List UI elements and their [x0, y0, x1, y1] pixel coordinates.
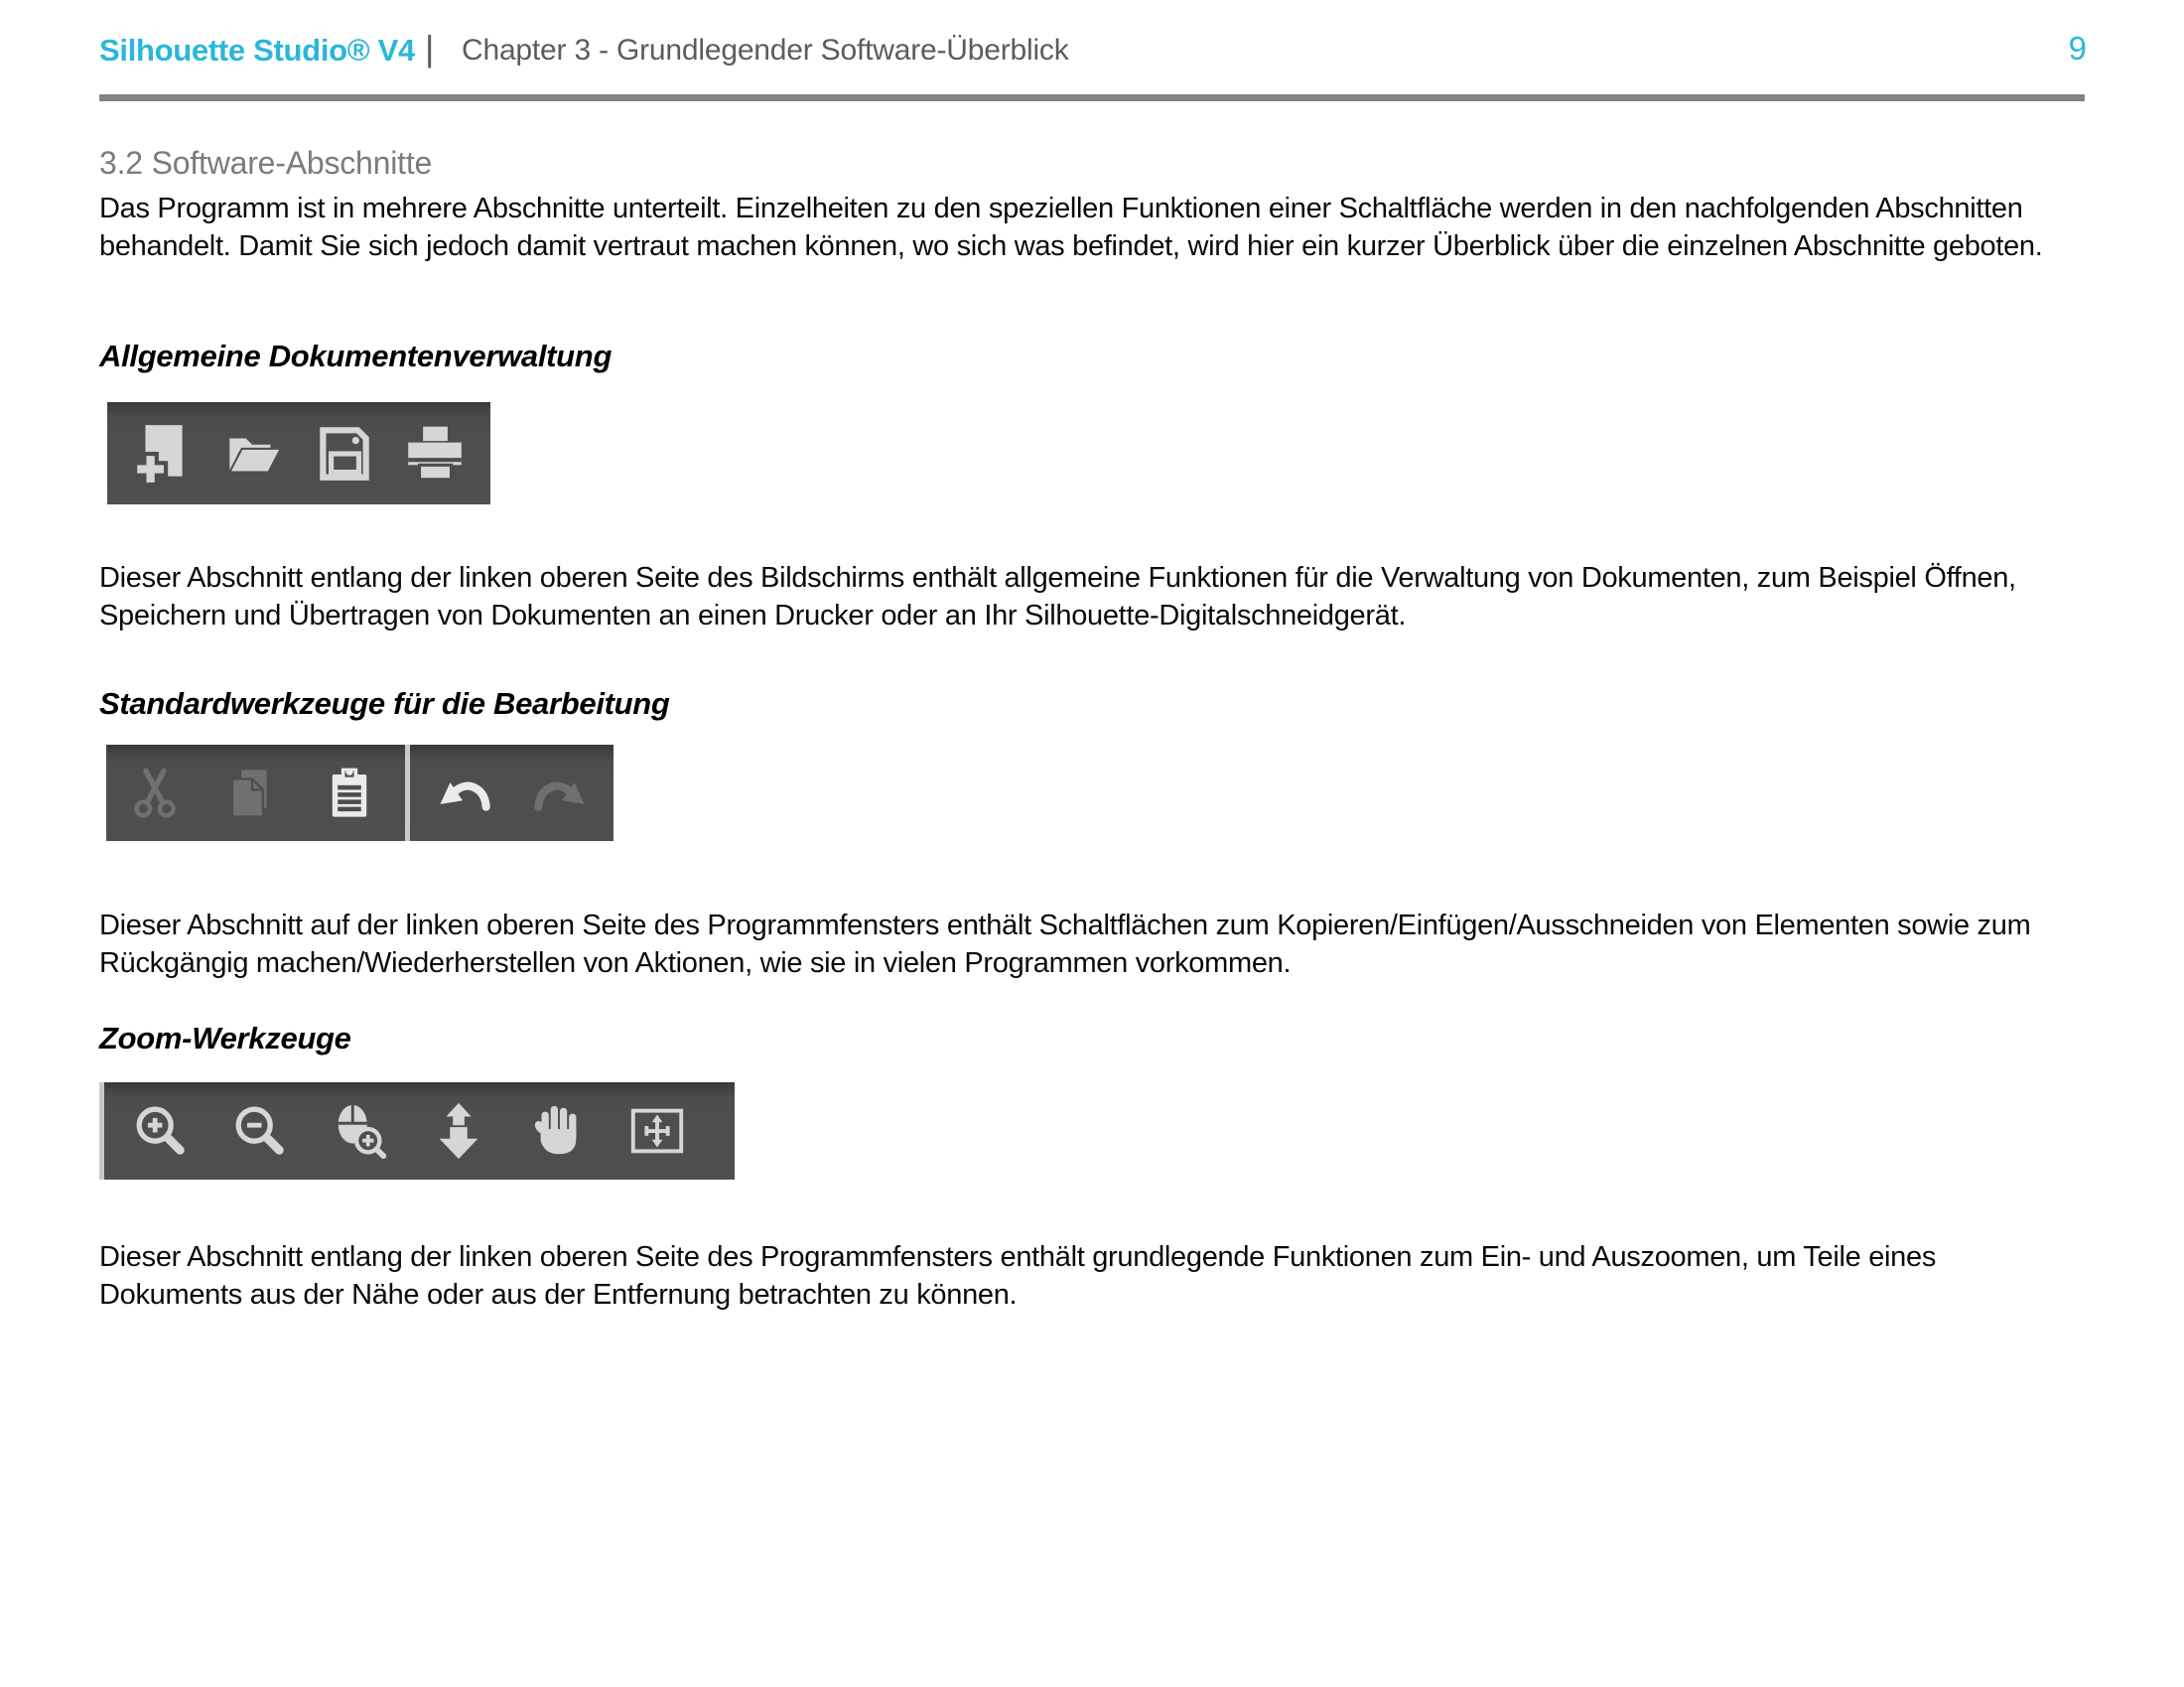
- hand-pan-icon: [508, 1082, 608, 1180]
- brand-title: Silhouette Studio® V4: [99, 33, 415, 68]
- zoom-in-icon: [111, 1082, 210, 1180]
- subsection-heading-editing-tools: Standardwerkzeuge für die Bearbeitung: [99, 686, 670, 721]
- toolbar-group-separator: [405, 745, 410, 841]
- redo-icon: [512, 745, 610, 841]
- subsection-heading-document-management: Allgemeine Dokumentenverwaltung: [99, 339, 613, 373]
- copy-icon: [204, 745, 301, 841]
- section-title: 3.2 Software-Abschnitte: [99, 145, 433, 181]
- subsection-paragraph-editing-tools: Dieser Abschnitt auf der linken oberen Seite des Programmfensters enthält Schaltflächen zum Kopieren/Einfügen/Ausschneiden von Elementen sowie zum Rückgängig machen/Wiederherstellen von Aktionen, wie sie in vielen Programmen vorkommen.: [99, 910, 2031, 979]
- subsection-paragraph-zoom-tools: Dieser Abschnitt entlang der linken oberen Seite des Programmfensters enthält grundlegende Funktionen zum Ein- und Auszoomen, um Teile eines Dokuments aus der Nähe oder aus der Entfernung betrachten zu können.: [99, 1241, 1937, 1311]
- toolbar-image-document-management: [107, 402, 490, 504]
- print-icon: [399, 418, 471, 490]
- save-icon: [309, 418, 380, 490]
- toolbar-image-editing-tools: [106, 745, 614, 841]
- undo-icon: [415, 745, 512, 841]
- toolbar-image-zoom-tools: [99, 1082, 735, 1180]
- new-document-icon: [127, 418, 199, 490]
- section-intro-paragraph: Das Programm ist in mehrere Abschnitte unterteilt. Einzelheiten zu den speziellen Funktionen einer Schaltfläche werden in den nachfolgenden Abschnitten behandelt. Damit Sie sich jedoch damit vertraut machen können, wo sich was befindet, wird hier ein kurzer Überblick über die einzelnen Abschnitte geboten.: [99, 193, 2043, 262]
- subsection-paragraph-document-management: Dieser Abschnitt entlang der linken oberen Seite des Bildschirms enthält allgemeine Funktionen für die Verwaltung von Dokumenten, zum Beispiel Öffnen, Speichern und Übertragen von Dokumenten an einen Drucker oder an Ihr Silhouette-Digitalschneidgerät.: [99, 562, 2016, 632]
- header-divider: |: [425, 28, 435, 69]
- paste-icon: [301, 745, 398, 841]
- zoom-out-icon: [210, 1082, 310, 1180]
- pan-vertical-icon: [409, 1082, 508, 1180]
- page-number: 9: [2068, 30, 2087, 67]
- chapter-title: Chapter 3 - Grundlegender Software-Überblick: [462, 34, 1069, 67]
- mouse-zoom-icon: [310, 1082, 409, 1180]
- header-rule: [99, 94, 2085, 101]
- subsection-heading-zoom-tools: Zoom-Werkzeuge: [99, 1021, 351, 1055]
- open-folder-icon: [217, 418, 289, 490]
- cut-icon: [106, 745, 204, 841]
- fit-to-page-icon: [608, 1082, 707, 1180]
